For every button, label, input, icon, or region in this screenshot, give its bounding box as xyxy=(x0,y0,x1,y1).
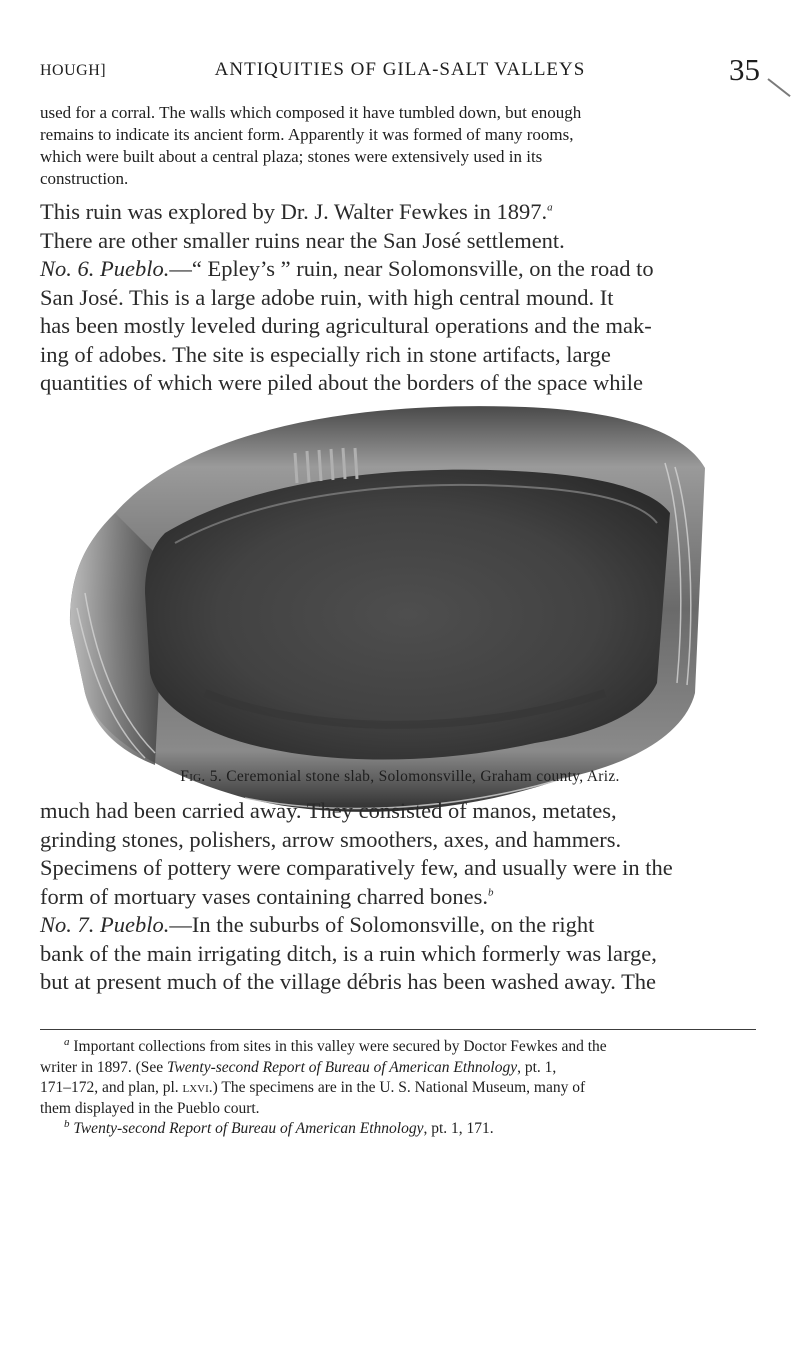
text-line: much had been carried away. They consisted of manos, metates, xyxy=(40,798,617,823)
citation-title: Twenty-second Report of Bureau of American Ethnology xyxy=(166,1058,518,1076)
page-number: 35 xyxy=(729,52,760,87)
text-line: them displayed in the Pueblo court. xyxy=(40,1099,260,1117)
text-line: which were built about a central plaza; stones were extensively used in its xyxy=(40,147,543,166)
footnote-divider xyxy=(40,1029,756,1030)
text-span: Important collections from sites in this valley were secured by Doctor Fewkes and the xyxy=(73,1038,607,1055)
paragraph-artifacts xyxy=(40,797,756,997)
paragraph-pueblo-6 xyxy=(40,198,756,398)
corner-mark xyxy=(767,78,790,97)
section-label-no6: No. 6. Pueblo. xyxy=(40,256,170,281)
text-line: San José. This is a large adobe ruin, with high central mound. It xyxy=(40,284,614,310)
text-line: but at present much of the village débris has been washed away. The xyxy=(40,969,657,994)
footnote-mark-b: b xyxy=(64,1117,70,1130)
footnote-mark-a: a xyxy=(64,1035,70,1048)
running-header-author: HOUGH] xyxy=(40,62,107,79)
text-line xyxy=(40,883,756,912)
citation-title: Twenty-second Report of Bureau of American Ethnology xyxy=(73,1120,424,1137)
text-span: form of mortuary vases containing charred bones. xyxy=(40,883,488,909)
figure-caption xyxy=(0,768,800,786)
footnote-b xyxy=(40,1119,756,1140)
footnotes xyxy=(40,1037,756,1140)
text-span: .) The specimens are in the U. S. National Museum, many of xyxy=(208,1079,586,1096)
text-line: Specimens of pottery were comparatively few, and usually were in the xyxy=(40,855,673,880)
section-label-no7: No. 7. Pueblo. xyxy=(40,912,170,937)
text-span: , pt. 1, 171. xyxy=(423,1120,494,1137)
text-line: construction. xyxy=(40,169,129,188)
text-line xyxy=(40,1078,756,1099)
text-line: quantities of which were piled about the borders of the space while xyxy=(40,370,643,395)
text-line: used for a corral. The walls which composed it have tumbled down, but enough xyxy=(40,103,582,122)
footnote-a xyxy=(40,1037,756,1058)
text-line: There are other smaller ruins near the San José settlement. xyxy=(40,227,565,253)
paragraph-corral xyxy=(40,102,756,190)
text-span: writer in 1897. (See xyxy=(40,1058,167,1076)
text-line: ing of adobes. The site is especially rich in stone artifacts, large xyxy=(40,341,611,367)
text-span: —In the suburbs of Solomonsville, on the right xyxy=(169,912,595,937)
text-line: remains to indicate its ancient form. Apparently it was formed of many rooms, xyxy=(40,125,574,144)
text-line xyxy=(40,1058,756,1079)
text-span: , pt. 1, xyxy=(517,1058,557,1076)
running-header-title: ANTIQUITIES OF GILA-SALT VALLEYS xyxy=(214,59,586,80)
running-header xyxy=(40,52,760,92)
text-span: —“ Epley’s ” ruin, near Solomonsville, on the road to xyxy=(169,256,654,281)
footnote-ref-a[interactable]: a xyxy=(547,201,553,214)
text-line xyxy=(40,198,756,227)
text-line xyxy=(40,911,756,940)
text-span: This ruin was explored by Dr. J. Walter Fewkes in 1897. xyxy=(40,199,548,224)
figure-caption-text: Ceremonial stone slab, Solomonsville, Graham county, Ariz. xyxy=(226,768,620,785)
footnote-ref-b[interactable]: b xyxy=(487,886,494,898)
text-line xyxy=(40,255,756,284)
plate-number: lxvi xyxy=(182,1079,209,1096)
text-span: 171–172, and plan, pl. xyxy=(40,1079,183,1096)
text-line: has been mostly leveled during agricultural operations and the mak- xyxy=(40,313,652,338)
slab-face xyxy=(145,470,670,760)
figure-label: Fig. 5. xyxy=(180,768,222,785)
text-line: grinding stones, polishers, arrow smoothers, axes, and hammers. xyxy=(40,826,622,852)
text-line: bank of the main irrigating ditch, is a ruin which formerly was large, xyxy=(40,940,657,966)
